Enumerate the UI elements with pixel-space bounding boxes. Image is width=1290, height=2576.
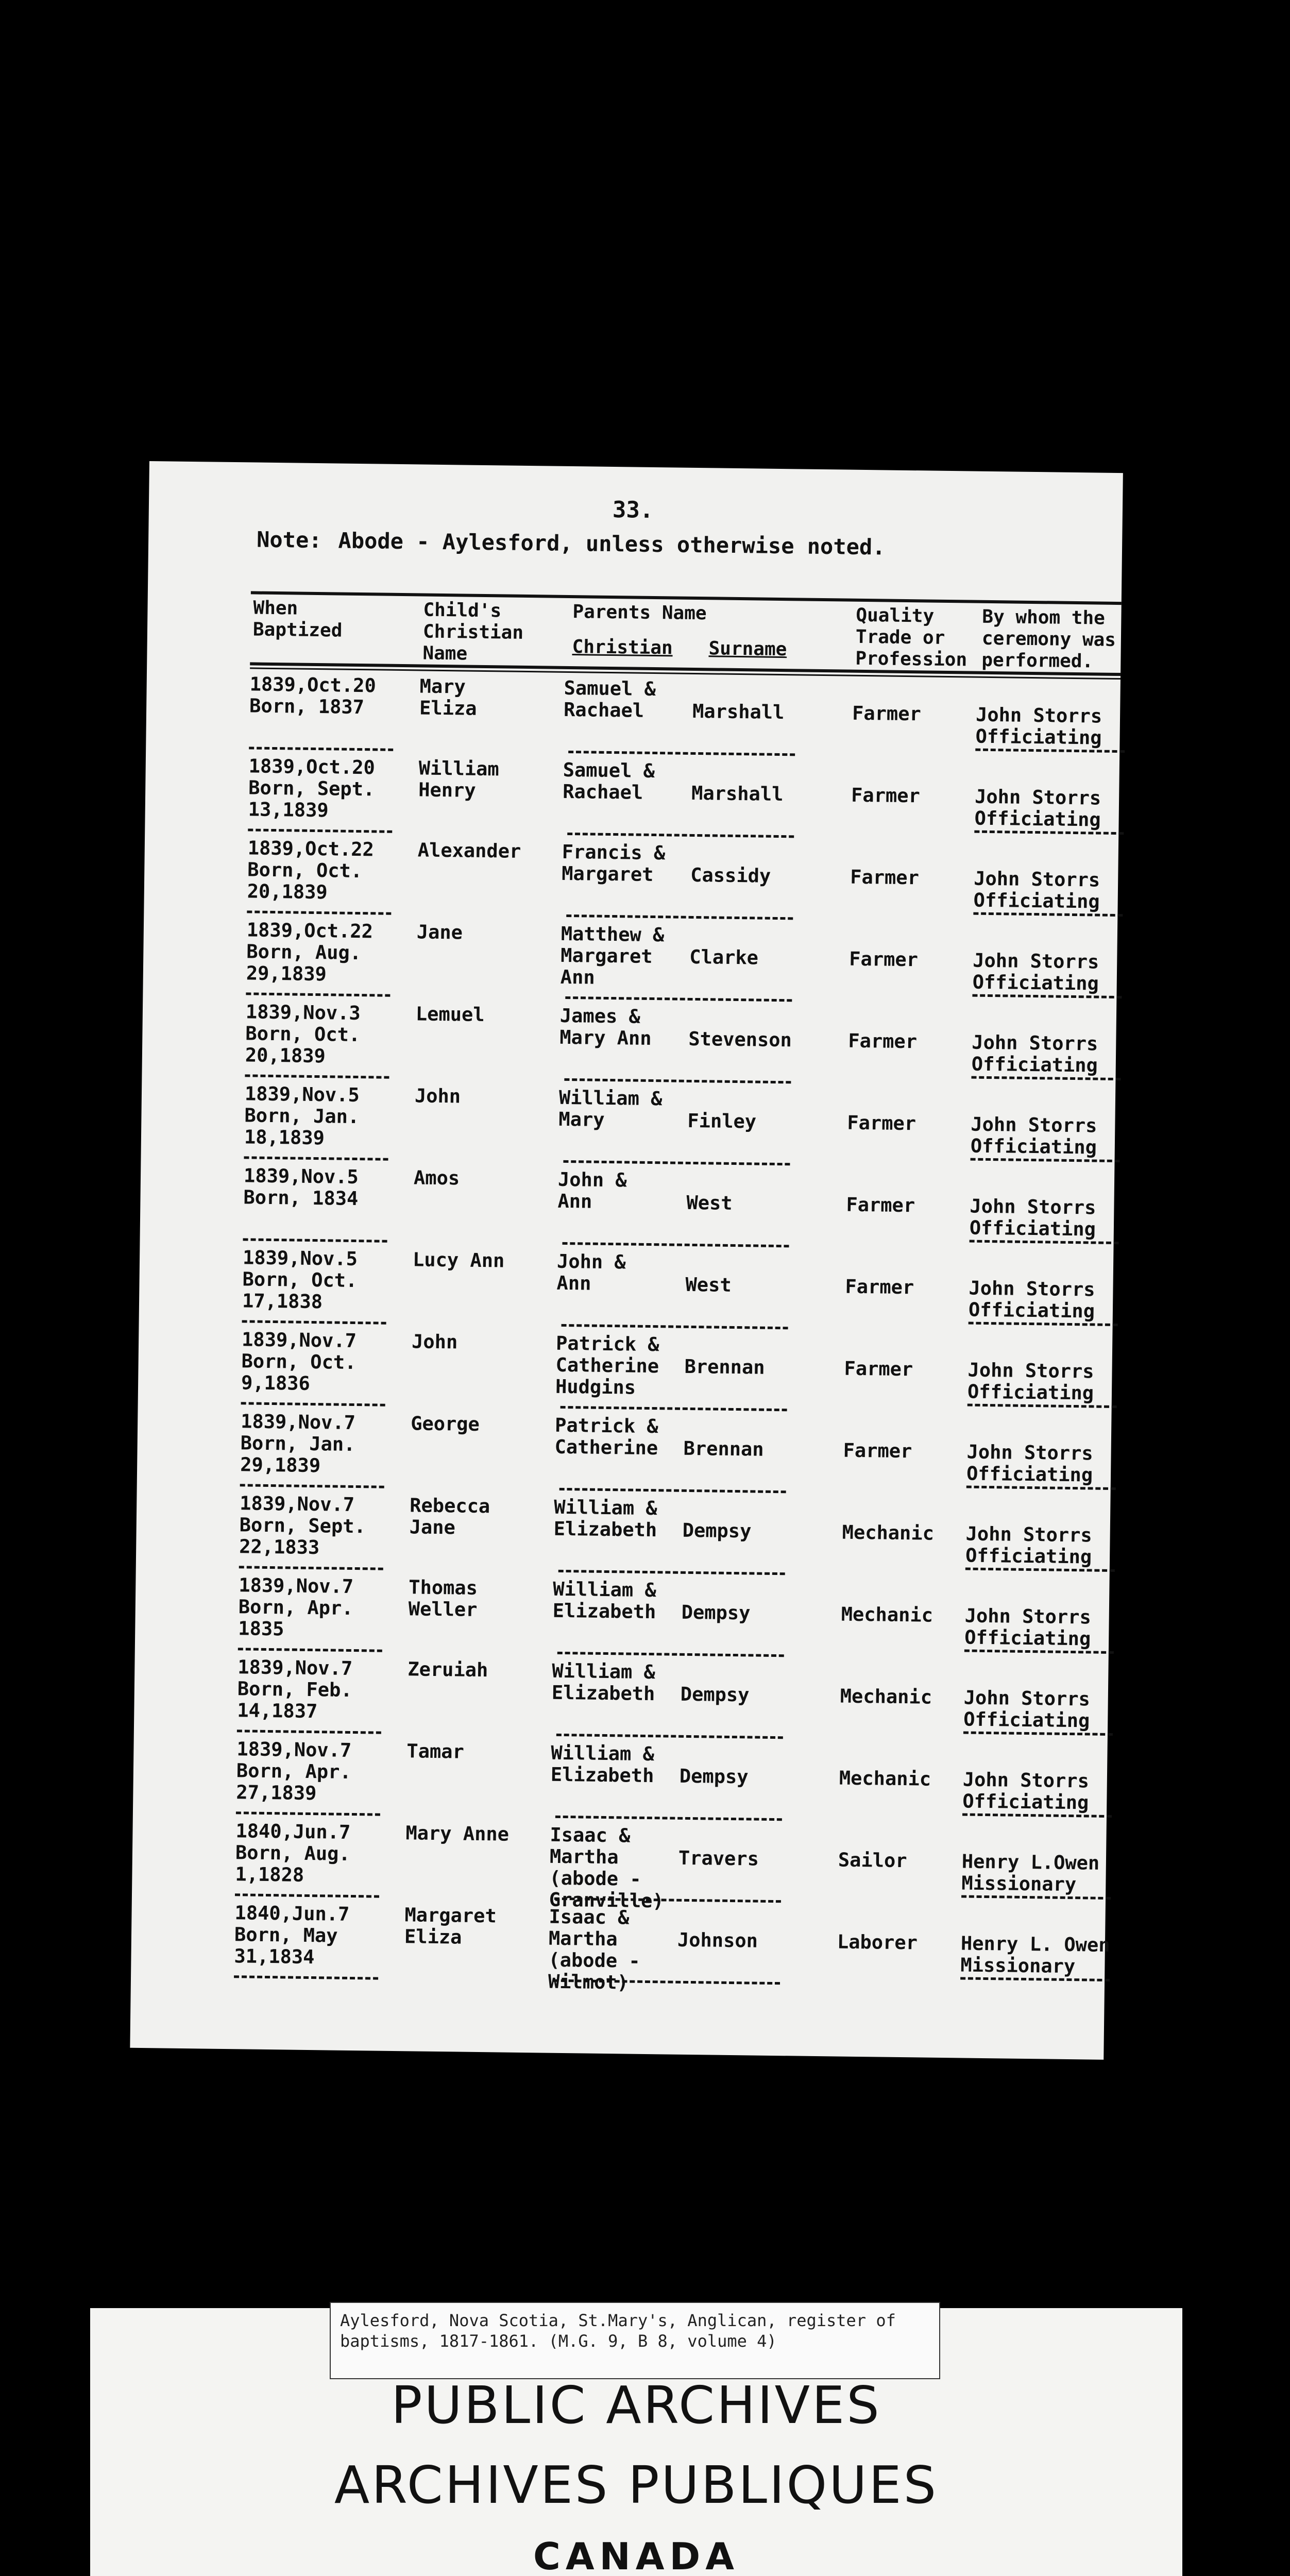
row-divider [961,1895,1111,1900]
row-divider [969,1322,1118,1327]
table-row [141,1082,1115,1176]
row-divider [965,1568,1115,1572]
parents-christian: Patrick & Catherine [554,1414,658,1460]
row-divider [565,996,792,1002]
row-divider [237,1730,381,1734]
parents-christian: Samuel & Rachael [562,758,655,804]
header-by-whom: By whom the ceremony was performed. [981,606,1116,672]
quality-profession: Mechanic [840,1685,932,1708]
row-divider [561,1406,787,1411]
table-row [138,1328,1113,1421]
register-page [130,461,1123,2060]
row-divider [238,1648,382,1652]
child-name: Amos [413,1166,460,1190]
when-baptized: 1840,Jun.7 Born, Aug. 1,1828 [235,1820,351,1886]
parents-christian: James & Mary Ann [559,1004,652,1049]
page-number: 33. [612,496,654,523]
parents-surname: Marshall [692,700,785,724]
note-label: Note: [256,527,322,553]
quality-profession: Farmer [847,1111,916,1135]
when-baptized: 1839,Nov.7 Born, Feb. 14,1837 [237,1656,353,1723]
row-divider [963,1731,1113,1736]
parents-christian: Samuel & Rachael [563,676,656,722]
table-row [136,1492,1111,1585]
table-row [131,1901,1110,1995]
when-baptized: 1839,Nov.5 Born, 1834 [243,1164,359,1210]
when-baptized: 1839,Oct.22 Born, Aug. 29,1839 [246,919,374,986]
row-divider [966,1486,1116,1490]
table-row [145,754,1119,848]
row-divider [970,1240,1119,1245]
when-baptized: 1839,Nov.7 Born, Apr. 27,1839 [236,1738,352,1805]
parents-surname: Dempsy [680,1683,750,1706]
child-name: Margaret Eliza [404,1904,497,1948]
parents-surname: Brennan [683,1437,764,1461]
quality-profession: Mechanic [839,1767,931,1790]
quality-profession: Farmer [849,947,919,971]
parents-christian: William & Elizabeth [551,1659,656,1705]
row-divider [971,1076,1121,1081]
parents-christian: Isaac & Martha (abode - Wilmot) [548,1905,640,1994]
row-divider [248,828,392,833]
child-name: Rebecca Jane [409,1494,490,1539]
row-divider [567,833,794,838]
parents-christian: John & Ann [557,1168,627,1213]
parents-surname: Brennan [684,1355,765,1379]
child-name: George [410,1412,480,1435]
child-name: Thomas Weller [408,1576,478,1621]
officiant: John Storrs Officiating [969,1195,1096,1241]
when-baptized: 1839,Oct.22 Born, Oct. 20,1839 [247,837,375,904]
table-row [137,1410,1112,1503]
child-name: Alexander [417,839,521,862]
row-divider [971,1158,1120,1163]
row-divider [568,751,795,756]
row-divider [235,1893,379,1897]
parents-christian: William & Elizabeth [550,1741,655,1787]
quality-profession: Farmer [843,1439,912,1463]
officiant: John Storrs Officiating [970,1113,1097,1159]
officiant: John Storrs Officiating [967,1359,1094,1404]
row-divider [246,992,390,996]
parents-christian: Francis & Margaret [562,840,666,886]
when-baptized: 1840,Jun.7 Born, May 31,1834 [234,1902,350,1969]
row-divider [964,1649,1114,1654]
officiant: Henry L. Owen Missionary [960,1932,1110,1978]
parents-christian: William & Elizabeth [552,1578,657,1623]
quality-profession: Farmer [845,1275,914,1299]
table-row [133,1737,1108,1831]
officiant: John Storrs Officiating [964,1604,1092,1650]
quality-profession: Farmer [852,702,922,725]
row-divider [562,1242,789,1247]
officiant: John Storrs Officiating [966,1440,1093,1486]
parents-surname: Dempsy [679,1765,749,1788]
note-text: Abode - Aylesford, unless otherwise noted. [338,528,886,560]
table-row [143,918,1117,1012]
row-divider [974,831,1124,835]
parents-surname: Stevenson [688,1027,792,1052]
when-baptized: 1839,Oct.20 Born, 1837 [249,673,377,719]
quality-profession: Sailor [838,1849,907,1872]
child-name: John [414,1084,461,1108]
row-divider [566,914,793,920]
quality-profession: Mechanic [841,1603,933,1626]
row-divider [247,910,391,914]
child-name: Zeruiah [408,1658,488,1682]
parents-surname: Dempsy [681,1601,751,1624]
row-divider [243,1238,387,1242]
header-surname: Surname [708,638,787,660]
canada-heading: CANADA [533,2535,740,2576]
row-divider [975,749,1125,753]
row-divider [234,1975,378,1979]
officiant: John Storrs Officiating [963,1686,1091,1732]
header-child-name: Child's Christian Name [422,599,524,665]
row-divider [960,1977,1110,1981]
when-baptized: 1839,Nov.3 Born, Oct. 20,1839 [245,1001,361,1067]
officiant: John Storrs Officiating [971,1031,1098,1077]
when-baptized: 1839,Nov.5 Born, Jan. 18,1839 [244,1082,360,1149]
officiant: John Storrs Officiating [975,703,1102,749]
officiant: Henry L.Owen Missionary [961,1850,1100,1896]
row-divider [558,1570,785,1575]
child-name: Lemuel [415,1003,485,1026]
officiant: John Storrs Officiating [965,1522,1092,1568]
officiant: John Storrs Officiating [968,1277,1095,1323]
row-divider [559,1488,786,1493]
baptism-entries [131,672,1121,1995]
public-archives-heading: PUBLIC ARCHIVES [391,2375,881,2435]
child-name: Mary Eliza [419,675,477,720]
parents-surname: Clarke [689,945,759,969]
table-row [146,672,1121,766]
parents-surname: Finley [687,1109,757,1133]
when-baptized: 1839,Nov.7 Born, Apr. 1835 [238,1574,354,1640]
parents-christian: William & Elizabeth [553,1496,657,1541]
quality-profession: Farmer [844,1357,913,1381]
when-baptized: 1839,Nov.7 Born, Jan. 29,1839 [240,1410,356,1477]
officiant: John Storrs Officiating [973,867,1100,913]
header-parents-name: Parents Name [572,601,707,624]
parents-christian: William & Mary [558,1086,663,1131]
officiant: John Storrs Officiating [972,949,1099,995]
header-christian: Christian [572,636,673,659]
parents-christian: John & Ann [556,1250,626,1295]
table-row [132,1819,1107,1913]
parents-christian: Matthew & Margaret Ann [560,922,665,989]
table-row [139,1246,1113,1340]
child-name: Lucy Ann [412,1248,505,1272]
header-quality: Quality Trade or Profession [855,604,968,671]
parents-surname: Cassidy [690,863,771,887]
parents-surname: West [685,1273,732,1296]
row-divider [555,1816,782,1821]
row-divider [556,1734,783,1739]
parents-christian: Patrick & Catherine Hudgins [555,1332,659,1399]
table-row [134,1655,1109,1749]
quality-profession: Farmer [851,784,921,807]
reference-slip: Aylesford, Nova Scotia, St.Mary's, Anglican, register of baptisms, 1817-1861. (M.G. 9, B 8, volume 4) [330,2302,940,2379]
row-divider [239,1566,383,1570]
table-row [140,1164,1114,1258]
header-when-baptized: When Baptized [252,597,343,641]
parents-surname: West [686,1191,733,1214]
row-divider [968,1404,1117,1409]
row-divider [972,994,1122,999]
parents-surname: Travers [678,1846,759,1870]
quality-profession: Farmer [850,866,920,889]
parents-surname: Dempsy [682,1519,752,1543]
officiant: John Storrs Officiating [962,1768,1090,1814]
quality-profession: Farmer [848,1029,918,1053]
row-divider [236,1811,380,1816]
when-baptized: 1839,Nov.5 Born, Oct. 17,1838 [242,1246,358,1313]
row-divider [244,1156,388,1160]
row-divider [245,1074,389,1078]
row-divider [240,1484,384,1488]
when-baptized: 1839,Nov.7 Born, Sept. 22,1833 [239,1492,366,1559]
parents-christian: Isaac & Martha (abode - Granville) [549,1823,664,1912]
quality-profession: Laborer [837,1930,918,1954]
archives-publiques-heading: ARCHIVES PUBLIQUES [334,2455,939,2515]
parents-surname: Marshall [691,782,784,806]
row-divider [563,1160,790,1165]
row-divider [242,1320,386,1324]
parents-surname: Johnson [677,1928,758,1952]
row-divider [249,747,393,751]
row-divider [557,1652,784,1657]
officiant: John Storrs Officiating [974,785,1101,831]
child-name: Mary Anne [405,1822,510,1845]
row-divider [564,1078,791,1083]
child-name: Jane [416,921,463,944]
quality-profession: Farmer [846,1193,915,1217]
row-divider [241,1402,385,1406]
quality-profession: Mechanic [842,1521,935,1545]
table-row [135,1573,1110,1667]
child-name: William Henry [418,757,499,802]
child-name: John [411,1330,458,1353]
when-baptized: 1839,Oct.20 Born, Sept. 13,1839 [248,755,376,822]
row-divider [562,1324,788,1329]
row-divider [962,1813,1112,1818]
table-row [142,1000,1116,1094]
when-baptized: 1839,Nov.7 Born, Oct. 9,1836 [241,1328,357,1395]
table-row [144,836,1118,930]
child-name: Tamar [406,1740,465,1763]
row-divider [973,912,1123,917]
abode-note [257,527,886,560]
